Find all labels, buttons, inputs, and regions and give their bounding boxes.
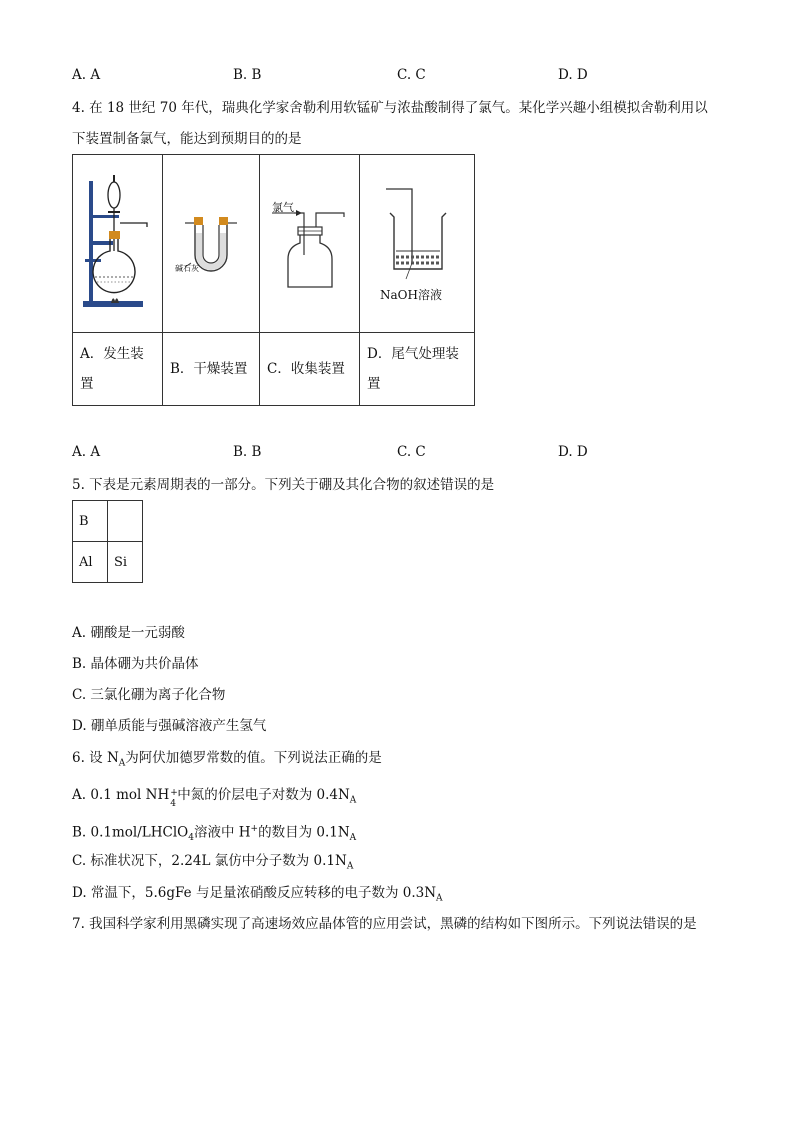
caption-c: [260, 333, 360, 406]
element-empty: [108, 501, 143, 542]
q6-a-mid: 中氮的价层电子对数为 0.4N: [177, 787, 350, 803]
caption-c-text: C．收集装置: [267, 361, 345, 377]
q4-stem-line2: 下装置制备氯气，能达到预期目的的是: [72, 131, 302, 147]
q4-options: [72, 444, 672, 462]
chlorine-label: 氯气: [272, 201, 294, 214]
q6-stem-prefix: 6. 设 N: [72, 750, 119, 766]
q6-option-a: [72, 786, 356, 810]
q6-option-b: [72, 820, 356, 847]
q6-b-end-sub: A: [349, 833, 357, 844]
naoh-solution-label: NaOH溶液: [380, 288, 442, 302]
q5-option-d: D. 硼单质能与强碱溶液产生氢气: [72, 718, 267, 734]
q6-stem-sub: A: [118, 758, 126, 769]
periodic-table-fragment: [72, 500, 143, 583]
element-si: Si: [108, 542, 143, 583]
generator-apparatus-cell: [73, 155, 163, 333]
q6-option-c: [72, 852, 353, 876]
q6-b-mid2: 的数目为 0.1N: [258, 824, 350, 841]
q6-stem: [72, 749, 382, 773]
q6-c-prefix: C. 标准状况下，2.24L 氯仿中分子数为 0.1N: [72, 853, 347, 869]
q5-option-a: A. 硼酸是一元弱酸: [72, 625, 185, 641]
q3-options: [72, 67, 672, 85]
caption-b: [163, 333, 260, 406]
q6-b-mid: 溶液中 H: [193, 824, 251, 841]
q4-option-a: A. A: [72, 444, 101, 460]
caption-d-line2: 置: [367, 376, 381, 392]
element-al: Al: [73, 542, 108, 583]
beaker-icon: [360, 155, 474, 332]
q6-a-end-sub: A: [349, 795, 357, 806]
generator-apparatus-icon: [73, 155, 162, 332]
soda-lime-label: 碱石灰: [175, 264, 199, 273]
q6-a-prefix: A. 0.1 mol NH: [72, 787, 170, 803]
caption-d-line1: D．尾气处理装: [367, 346, 459, 362]
q7-stem: 7. 我国科学家利用黑磷实现了高速场效应晶体管的应用尝试，黑磷的结构如下图所示。下列说法错误的是: [72, 916, 697, 932]
element-b: B: [73, 501, 108, 542]
caption-a-line2: 置: [80, 376, 94, 392]
q6-b-sub1: 4: [188, 833, 194, 844]
q6-c-end-sub: A: [346, 861, 354, 872]
caption-b-text: B．干燥装置: [170, 361, 248, 377]
q4-stem-line1: 4. 在 18 世纪 70 年代，瑞典化学家舍勒利用软锰矿与浓盐酸制得了氯气。某化学兴趣小组模拟舍勒利用以: [72, 100, 708, 116]
q6-b-sup: +: [250, 824, 259, 834]
q4-option-d: D. D: [558, 444, 588, 460]
q3-option-c: C. C: [397, 67, 426, 83]
q5-stem: 5. 下表是元素周期表的一部分。下列关于硼及其化合物的叙述错误的是: [72, 477, 495, 493]
q6-a-sub: 4: [170, 798, 176, 809]
q4-option-b: B. B: [233, 444, 262, 460]
collection-apparatus-cell: [260, 155, 360, 333]
q3-option-d: D. D: [558, 67, 588, 83]
q6-a-sup: +: [170, 787, 178, 798]
q6-option-d: [72, 884, 443, 908]
apparatus-table: [72, 154, 475, 406]
q6-d-end-sub: A: [436, 893, 443, 904]
caption-d: [360, 333, 475, 406]
ammonium-charge: [169, 787, 178, 809]
u-tube-drying-icon: [163, 155, 259, 332]
q6-stem-suffix: 为阿伏加德罗常数的值。下列说法正确的是: [125, 750, 382, 766]
caption-a: [73, 333, 163, 406]
q3-option-b: B. B: [233, 67, 262, 83]
q6-b-prefix: B. 0.1mol/LHClO: [72, 824, 189, 841]
q5-option-b: B. 晶体硼为共价晶体: [72, 656, 199, 672]
q6-d-prefix: D. 常温下，5.6gFe 与足量浓硝酸反应转移的电子数为 0.3N: [72, 885, 437, 901]
drying-apparatus-cell: [163, 155, 260, 333]
tail-gas-apparatus-cell: [360, 155, 475, 333]
gas-bottle-icon: [260, 155, 359, 332]
caption-a-line1: A．发生装: [80, 346, 144, 362]
q4-option-c: C. C: [397, 444, 426, 460]
q3-option-a: A. A: [72, 67, 101, 83]
q5-option-c: C. 三氯化硼为离子化合物: [72, 687, 226, 703]
